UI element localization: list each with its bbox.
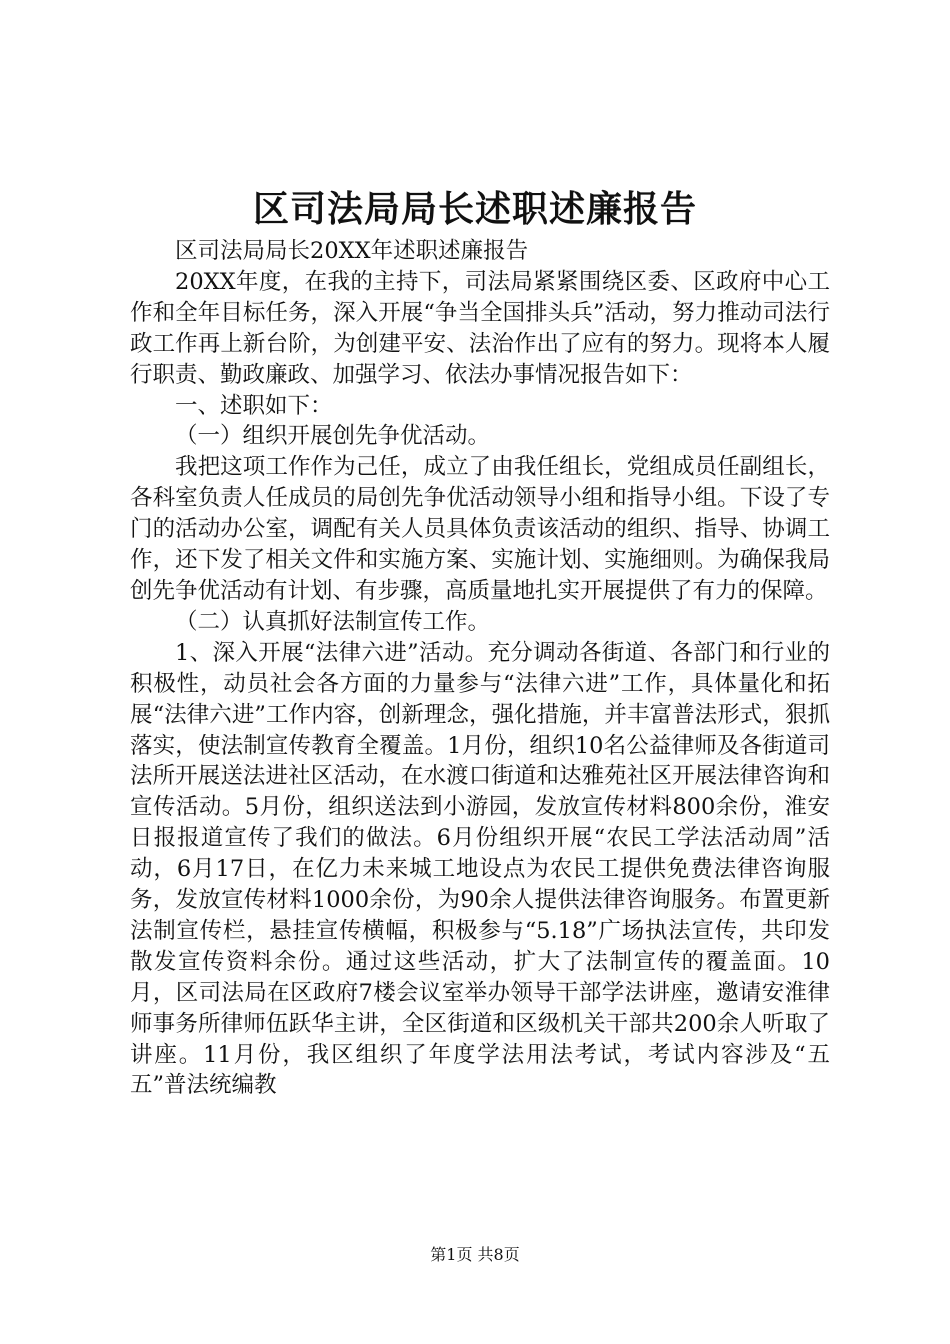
body-paragraph: 我把这项工作作为己任，成立了由我任组长，党组成员任副组长，各科室负责人任成员的局创先争优活动领导小组和指导小组。下设了专门的活动办公室，调配有关人员具体负责该活动的组织、指导、协调工作，还下发了相关文件和实施方案、实施计划、实施细则。为确保我局创先争优活动有计划、有步骤，高质量地扎实开展提供了有力的保障。	[130, 454, 830, 604]
subtitle-paragraph: 区司法局局长20XX年述职述廉报告	[175, 238, 529, 264]
section-heading: 一、述职如下：	[175, 392, 333, 419]
body-paragraph: 1、深入开展“法律六进”活动。充分调动各街道、各部门和行业的积极性，动员社会各方面的力量参与“法律六进”工作，具体量化和拓展“法律六进”工作内容，创新理念，强化措施，并丰富普法形式，狠抓落实，使法制宣传教育全覆盖。1月份，组织10名公益律师及各街道司法所开展送法进社区活动，在水渡口街道和达雅苑社区开展法律咨询和宣传活动。5月份，组织送法到小游园，发放宣传材料800余份，淮安日报报道宣传了我们的做法。6月份组织开展“农民工学法活动周”活动，6月17日，在亿力未来城工地设点为农民工提供免费法律咨询服务，发放宣传材料1000余份，为90余人提供法律咨询服务。布置更新法制宣传栏，悬挂宣传横幅，积极参与“5.18”广场执法宣传，共印发散发宣传资料余份。通过这些活动，扩大了法制宣传的覆盖面。10月，区司法局在区政府7楼会议室举办领导干部学法讲座，邀请安淮律师事务所律师伍跃华主讲，全区街道和区级机关干部共200余人听取了讲座。11月份，我区组织了年度学法用法考试，考试内容涉及“五五”普法统编教	[130, 639, 830, 1099]
subsection-heading: （一）组织开展创先争优活动。	[175, 423, 491, 450]
document-body	[130, 236, 830, 1101]
page-footer: 第1页 共8页	[430, 1245, 520, 1264]
subsection-heading: （二）认真抓好法制宣传工作。	[175, 608, 491, 635]
document-title: 区司法局局长述职述廉报告	[252, 188, 697, 230]
intro-paragraph: 20XX年度，在我的主持下，司法局紧紧围绕区委、区政府中心工作和全年目标任务，深入开展“争当全国排头兵”活动，努力推动司法行政工作再上新台阶，为创建平安、法治作出了应有的努力。现将本人履行职责、勤政廉政、加强学习、依法办事情况报告如下：	[130, 268, 830, 388]
